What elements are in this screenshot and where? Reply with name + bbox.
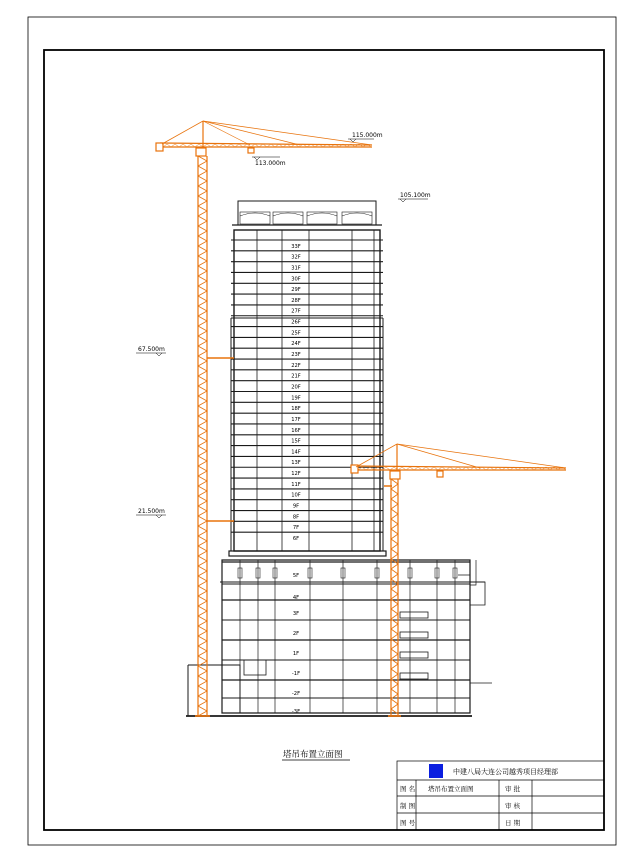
label-drawing-no: 图 号 <box>400 819 416 827</box>
floor-label: 25F <box>291 330 301 337</box>
floor-label: 11F <box>291 481 301 488</box>
floor-label: 12F <box>291 471 301 478</box>
label-date: 日 期 <box>505 819 521 827</box>
floor-label: -3F <box>291 709 301 715</box>
elevation-67-label: 67.500m <box>138 346 165 353</box>
roof-panel <box>342 212 372 224</box>
floor-label: 32F <box>291 254 301 261</box>
roof-panel <box>307 212 337 224</box>
floor-label: 6F <box>292 535 300 542</box>
floor-label: 31F <box>291 265 301 272</box>
floor-label: 29F <box>291 287 301 294</box>
podium-outline <box>222 560 470 713</box>
elevation-marker-115 <box>348 132 383 142</box>
label-review: 审 核 <box>505 802 521 810</box>
elevation-marker-67 <box>136 346 166 356</box>
company-name: 中建八局大连公司越秀项目经理部 <box>453 768 558 776</box>
drawing-title: 塔吊布置立面图 <box>283 750 343 760</box>
balcony <box>400 632 428 638</box>
elevation-marker-105 <box>398 192 431 202</box>
floor-label: 33F <box>291 243 301 250</box>
balcony <box>400 673 428 679</box>
floor-label: 27F <box>291 308 301 315</box>
floor-label: 23F <box>291 352 301 359</box>
crane-1-counterweight <box>156 143 163 151</box>
floor-label: 2F <box>292 631 300 637</box>
balcony <box>400 652 428 658</box>
floor-label: 15F <box>291 438 301 445</box>
elevation-21-label: 21.500m <box>138 508 165 515</box>
crane-1-mast <box>195 156 210 716</box>
floor-label: 18F <box>291 406 301 413</box>
floor-label: 26F <box>291 319 301 326</box>
company-logo <box>429 764 443 778</box>
tower-building <box>229 201 386 556</box>
balcony <box>400 612 428 618</box>
floor-label: 7F <box>292 525 300 532</box>
floor-label: 14F <box>291 449 301 456</box>
crane-1-trolley <box>248 148 254 153</box>
elevation-105-label: 105.100m <box>400 192 431 199</box>
floor-label: 4F <box>292 595 300 601</box>
label-drawing-name: 图 名 <box>400 785 416 793</box>
floor-label: 8F <box>292 514 300 521</box>
floor-label: 17F <box>291 416 301 423</box>
floor-labels <box>291 244 301 715</box>
crane-2-cab <box>390 471 400 479</box>
floor-label: 9F <box>292 503 300 510</box>
roof-panel <box>240 212 270 224</box>
tower-crane-1 <box>156 121 372 716</box>
floor-label: 3F <box>292 611 300 617</box>
floor-label: 10F <box>291 492 301 499</box>
tower-plinth <box>229 551 386 556</box>
roof-panel <box>273 212 303 224</box>
crane-2-trolley <box>437 471 443 477</box>
floor-label: 30F <box>291 276 301 283</box>
crane-1-cab <box>196 148 206 156</box>
floor-label: 16F <box>291 427 301 434</box>
tower-outline <box>234 230 380 551</box>
floor-label: 21F <box>291 373 301 380</box>
floor-label: -2F <box>291 691 301 697</box>
elevation-marker-21 <box>136 508 166 518</box>
floor-label: 20F <box>291 384 301 391</box>
floor-label: 5F <box>292 573 300 579</box>
podium-building <box>186 560 492 716</box>
label-drawn-by: 制 图 <box>400 802 416 810</box>
elevation-113-label: 113.000m <box>255 160 286 167</box>
floor-label: 28F <box>291 297 301 304</box>
elevation-marker-113 <box>252 157 286 167</box>
value-drawing-name: 塔吊布置立面图 <box>428 785 474 793</box>
floor-label: -1F <box>291 671 301 677</box>
floor-label: 22F <box>291 362 301 369</box>
outer-border <box>28 17 616 845</box>
elevation-115-label: 115.000m <box>352 132 383 139</box>
floor-label: 19F <box>291 395 301 402</box>
floor-label: 13F <box>291 460 301 467</box>
floor-label: 1F <box>292 651 300 657</box>
floor-label: 24F <box>291 341 301 348</box>
label-approve: 审 批 <box>505 785 521 793</box>
